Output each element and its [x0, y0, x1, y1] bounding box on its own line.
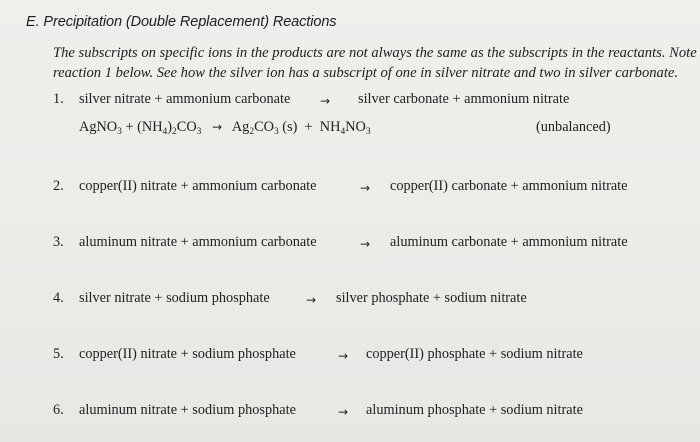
- reaction-reactants: copper(II) nitrate + ammonium carbonate: [79, 178, 317, 194]
- intro-paragraph: [53, 43, 697, 83]
- subscript: 4: [162, 127, 168, 137]
- subscript: 3: [365, 127, 371, 137]
- reaction-reactants: aluminum nitrate + ammonium carbonate: [79, 234, 317, 250]
- reaction-4: [53, 290, 270, 307]
- reaction-products: aluminum phosphate + sodium nitrate: [366, 402, 583, 418]
- subscript: 3: [196, 127, 202, 137]
- reaction-arrow-icon: →: [306, 293, 317, 307]
- reaction-5: [53, 346, 296, 363]
- reaction-arrow-icon: →: [360, 181, 371, 195]
- reaction-3: [53, 234, 317, 251]
- reaction-reactants: silver nitrate + sodium phosphate: [79, 290, 270, 306]
- reaction-2: [53, 178, 317, 195]
- reaction-arrow-icon: →: [338, 349, 349, 363]
- subscript: 3: [273, 127, 279, 137]
- formula-ammonium: NH: [319, 119, 341, 135]
- reaction-reactants: silver nitrate + ammonium carbonate: [79, 91, 291, 107]
- formula-plus: +: [125, 119, 134, 135]
- formula-nitrate: NO: [345, 119, 366, 135]
- subscript: 3: [117, 127, 122, 137]
- reaction-number: 4.: [53, 290, 64, 306]
- reaction-number: 3.: [53, 234, 64, 250]
- subscript: 2: [249, 127, 255, 137]
- reaction-number: 6.: [53, 402, 64, 418]
- reaction-arrow-icon: →: [360, 237, 371, 251]
- reaction-products: copper(II) phosphate + sodium nitrate: [366, 346, 583, 362]
- reaction-number: 1.: [53, 91, 64, 107]
- formula-state-solid: (s): [282, 119, 298, 135]
- formula-silver-nitrate: AgNO: [79, 119, 118, 135]
- reaction-arrow-icon: →: [320, 94, 331, 108]
- formula-plus: +: [304, 119, 313, 135]
- reaction-products: silver phosphate + sodium nitrate: [336, 290, 527, 306]
- reaction-1: [53, 91, 290, 108]
- formula-carbonate: CO: [176, 119, 197, 135]
- formula-ammonium-open: (NH: [137, 119, 163, 135]
- formula-ammonium-close: ): [167, 119, 173, 135]
- formula-carbonate: CO: [254, 119, 274, 135]
- formula-silver: Ag: [231, 119, 250, 135]
- reaction-products: silver carbonate + ammonium nitrate: [358, 91, 570, 107]
- reaction-arrow-icon: →: [338, 405, 349, 419]
- reaction-products: aluminum carbonate + ammonium nitrate: [390, 234, 628, 250]
- section-heading: E. Precipitation (Double Replacement) Reactions: [26, 14, 337, 30]
- reaction-6: [53, 402, 296, 419]
- intro-line-2: reaction 1 below. See how the silver ion has a subscript of one in silver nitrate and two in silver carbonate.: [53, 65, 679, 81]
- reaction-products: copper(II) carbonate + ammonium nitrate: [390, 178, 628, 194]
- subscript: 2: [172, 127, 177, 137]
- reaction-number: 2.: [53, 178, 64, 194]
- reaction-reactants: aluminum nitrate + sodium phosphate: [79, 402, 296, 418]
- reaction-reactants: copper(II) nitrate + sodium phosphate: [79, 346, 296, 362]
- unbalanced-note: (unbalanced): [536, 119, 611, 135]
- formula-arrow-icon: →: [212, 120, 223, 134]
- chemical-equation: [79, 119, 371, 137]
- reaction-number: 5.: [53, 346, 64, 362]
- intro-line-1: The subscripts on specific ions in the products are not always the same as the subscripts in the reactants. Note: [53, 45, 697, 61]
- subscript: 4: [340, 127, 346, 137]
